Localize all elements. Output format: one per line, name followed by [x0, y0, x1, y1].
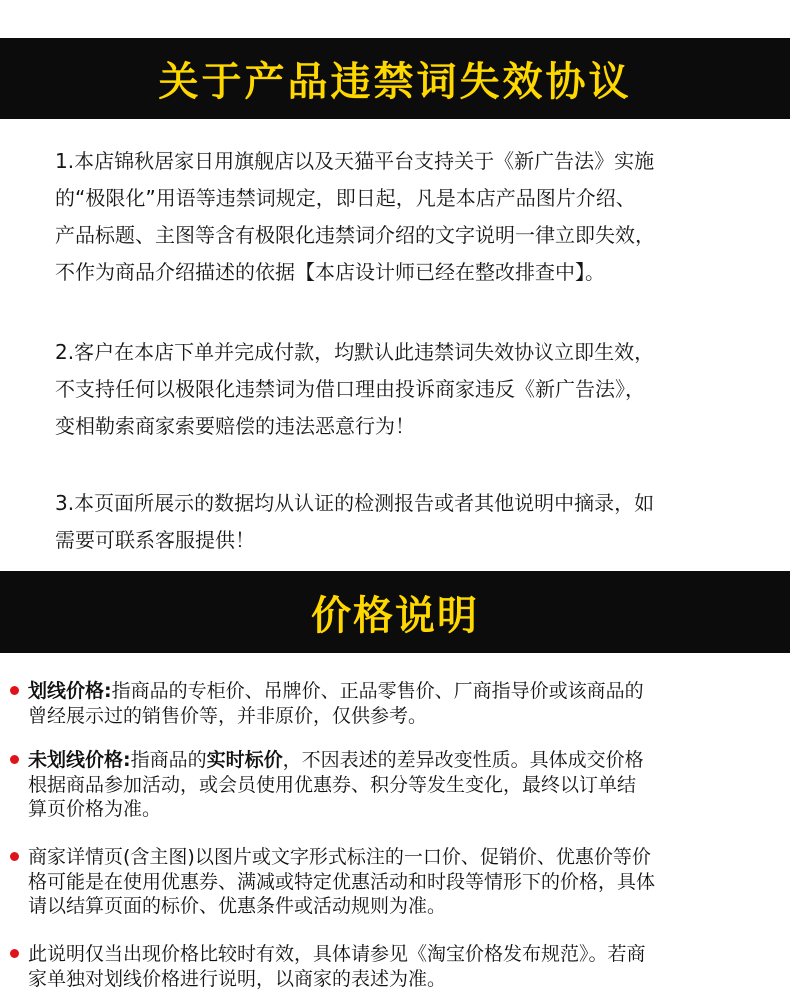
agreement-line: 需要可联系客服提供！: [55, 528, 255, 552]
price-text: 曾经展示过的销售价等，并非原价，仅供参考。: [28, 704, 428, 727]
price-text: 商家详情页(含主图)以图片或文字形式标注的一口价、促销价、优惠价等价: [28, 846, 651, 868]
price-text: ，不因表述的差异改变性质。具体成交价格: [282, 749, 644, 771]
price-item-disclaimer: [10, 942, 780, 991]
agreement-paragraph-1: [55, 143, 755, 291]
agreement-line: 1.本店锦秋居家日用旗舰店以及天猫平台支持关于《新广告法》实施: [55, 149, 655, 173]
price-text: 请以结算页面的标价、优惠条件或活动规则为准。: [28, 895, 447, 917]
agreement-paragraph-3: [55, 485, 755, 559]
price-item-crossed-price: [10, 679, 780, 728]
price-text: 指商品的: [130, 749, 207, 771]
price-header-band: [0, 571, 790, 653]
bullet-dot-icon: [10, 755, 19, 764]
price-text: 算页价格为准。: [28, 798, 162, 820]
bullet-dot-icon: [10, 686, 19, 695]
bullet-dot-icon: [10, 852, 19, 861]
agreement-header-band: [0, 38, 790, 119]
agreement-line: 不作为商品介绍描述的依据【本店设计师已经在整改排查中】。: [55, 260, 605, 284]
price-item-uncrossed-price: [10, 748, 780, 822]
agreement-line: 产品标题、主图等含有极限化违禁词介绍的文字说明一律立即失效，: [55, 223, 655, 247]
agreement-line: 变相勒索商家索要赔偿的违法恶意行为！: [55, 414, 415, 438]
price-emphasis: 实时标价: [206, 749, 283, 771]
agreement-line: 3.本页面所展示的数据均从认证的检测报告或者其他说明中摘录，如: [55, 491, 655, 515]
agreement-line: 2.客户在本店下单并完成付款，均默认此违禁词失效协议立即生效，: [55, 340, 655, 364]
price-text: 此说明仅当出现价格比较时有效，具体请参见《淘宝价格发布规范》。若商: [28, 943, 646, 965]
price-text: 格可能是在使用优惠券、满减或特定优惠活动和时段等情形下的价格，具体: [28, 870, 656, 893]
agreement-line: 不支持任何以极限化违禁词为借口理由投诉商家违反《新广告法》，: [55, 377, 645, 401]
bullet-dot-icon: [10, 949, 19, 958]
agreement-line: 的“极限化”用语等违禁词规定，即日起，凡是本店产品图片介绍、: [55, 186, 636, 210]
price-title: 价格说明: [311, 592, 479, 639]
price-text: 家单独对划线价格进行说明，以商家的表述为准。: [28, 967, 447, 990]
price-text: 指商品的专柜价、吊牌价、正品零售价、厂商指导价或该商品的: [111, 680, 644, 702]
price-term: 划线价格:: [28, 680, 112, 702]
price-text: 根据商品参加活动，或会员使用优惠券、积分等发生变化，最终以订单结: [28, 773, 637, 796]
price-item-detail-page: [10, 845, 780, 919]
agreement-title: 关于产品违禁词失效协议: [158, 59, 632, 105]
agreement-paragraph-2: [55, 334, 755, 445]
price-term: 未划线价格:: [28, 749, 131, 771]
